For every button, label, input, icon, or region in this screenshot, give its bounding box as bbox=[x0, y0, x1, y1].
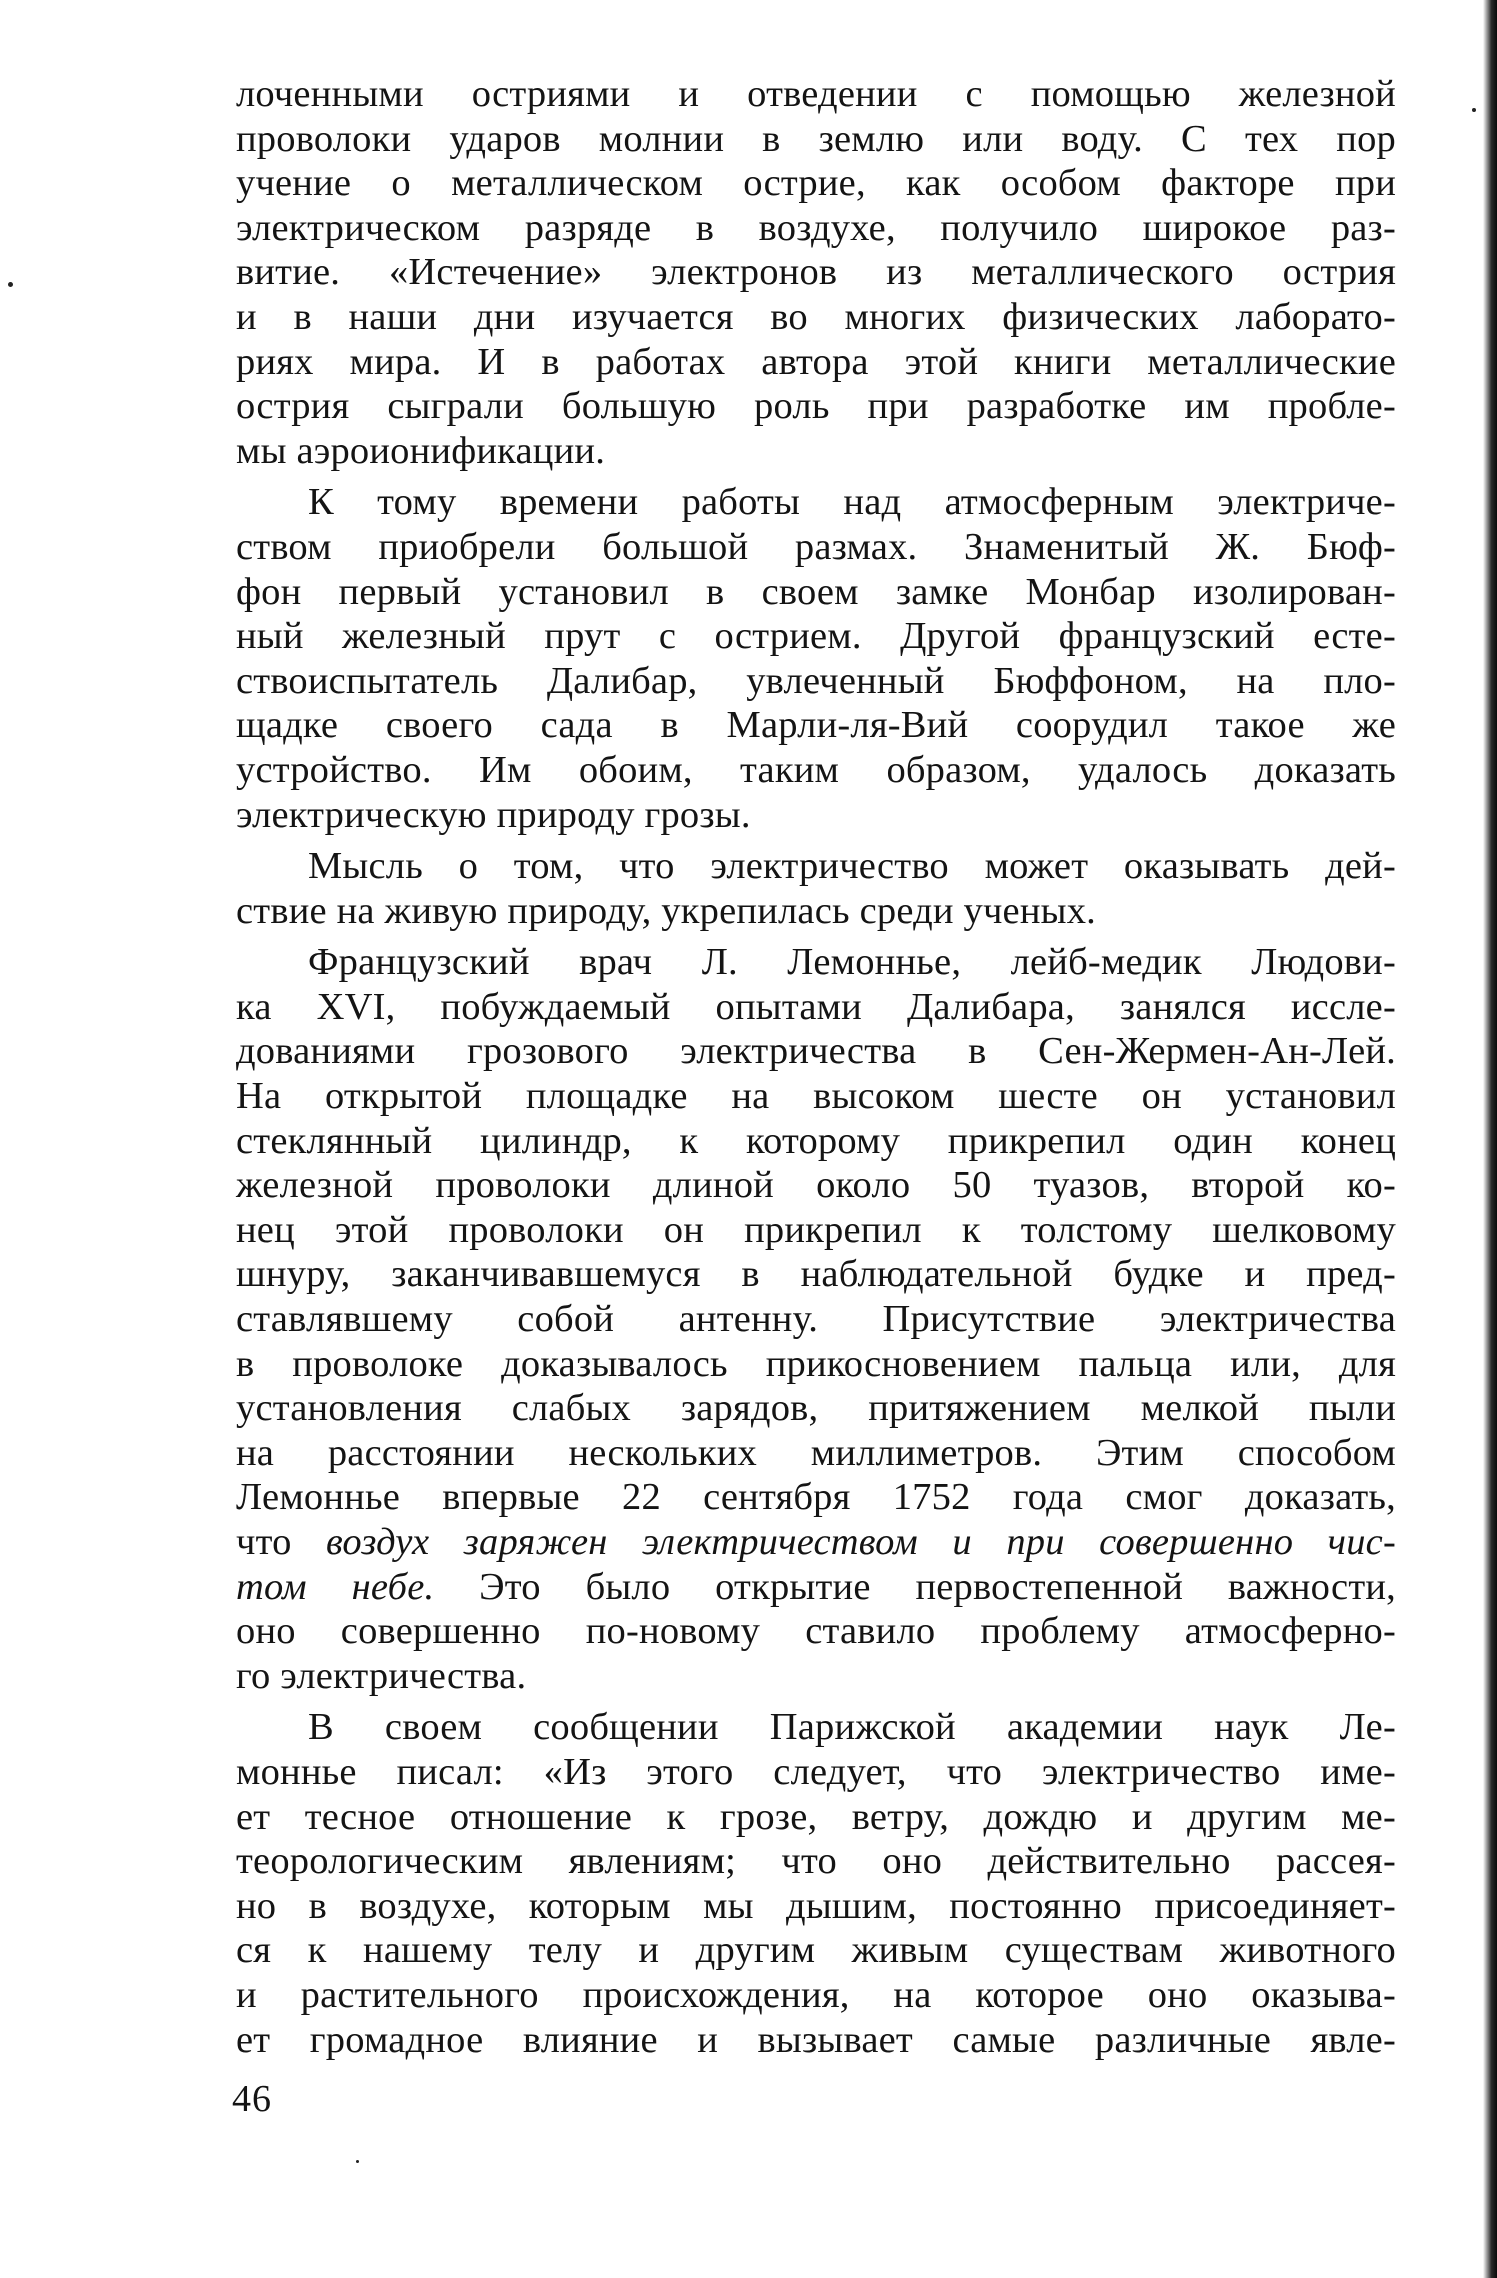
text-line: ся к нашему телу и другим живым существам животного bbox=[236, 1929, 1396, 1972]
text-line: электрическую природу грозы. bbox=[236, 793, 751, 836]
text-run: Это было открытие первостепенной важности, bbox=[434, 1565, 1396, 1608]
text-line: ка XVI, побуждаемый опытами Далибара, занялся иссле- bbox=[236, 985, 1396, 1028]
text-line: железной проволоки длиной около 50 туазов, второй ко- bbox=[236, 1164, 1396, 1207]
text-line: ствие на живую природу, укрепилась среди ученых. bbox=[236, 889, 1096, 932]
binding-edge bbox=[1483, 0, 1497, 2278]
text-line: оно совершенно по-новому ставило проблему атмосферно- bbox=[236, 1610, 1396, 1653]
text-line: В своем сообщении Парижской академии наук Ле- bbox=[308, 1706, 1396, 1749]
text-line: и растительного происхождения, на которое оно оказыва- bbox=[236, 1973, 1396, 2016]
text-line: щадке своего сада в Марли-ля-Вий соорудил такое же bbox=[236, 704, 1396, 747]
text-line: дованиями грозового электричества в Сен-Жермен-Ан-Лей. bbox=[236, 1030, 1396, 1073]
text-line: На открытой площадке на высоком шесте он установил bbox=[236, 1075, 1396, 1118]
text-line: ством приобрели большой размах. Знаменитый Ж. Бюф- bbox=[236, 525, 1396, 568]
text-line: электрическом разряде в воздухе, получило широкое раз- bbox=[236, 206, 1396, 249]
text-line: установления слабых зарядов, притяжением мелкой пыли bbox=[236, 1387, 1396, 1430]
text-line: риях мира. И в работах автора этой книги металлические bbox=[236, 340, 1396, 383]
text-line: Лемоннье впервые 22 сентября 1752 года смог доказать, bbox=[236, 1476, 1396, 1519]
italic-emphasis: том небе. bbox=[236, 1565, 435, 1608]
text-line-italic-mix bbox=[236, 1565, 1396, 1610]
text-line: К тому времени работы над атмосферным электриче- bbox=[308, 481, 1396, 524]
text-line: лоченными остриями и отведении с помощью железной bbox=[236, 73, 1396, 115]
text-line-italic-mix bbox=[236, 1520, 1396, 1565]
italic-emphasis: воздух заряжен электричеством и при совершенно чис- bbox=[326, 1521, 1396, 1563]
paragraph-1 bbox=[236, 72, 1396, 473]
text-line: фон первый установил в своем замке Монбар изолирован- bbox=[236, 570, 1396, 613]
text-line: устройство. Им обоим, таким образом, удалось доказать bbox=[236, 748, 1396, 791]
text-line: теорологическим явлениям; что оно действительно рассея- bbox=[236, 1840, 1396, 1883]
text-line: ставлявшему собой антенну. Присутствие электричества bbox=[236, 1298, 1396, 1341]
text-line: на расстоянии нескольких миллиметров. Этим способом bbox=[236, 1431, 1396, 1474]
text-line: ет тесное отношение к грозе, ветру, дождю и другим ме- bbox=[236, 1795, 1396, 1838]
text-line: нец этой проволоки он прикрепил к толстому шелковому bbox=[236, 1208, 1396, 1251]
text-line: шнуру, заканчивавшемуся в наблюдательной будке и пред- bbox=[236, 1253, 1396, 1296]
text-line: моннье писал: «Из этого следует, что электричество име- bbox=[236, 1750, 1396, 1793]
paragraph-5 bbox=[236, 1705, 1396, 2062]
text-line: и в наши дни изучается во многих физических лаборато- bbox=[236, 295, 1396, 338]
text-line: учение о металлическом острие, как особом факторе при bbox=[236, 162, 1396, 205]
text-line: го электричества. bbox=[236, 1654, 527, 1697]
print-speck bbox=[8, 282, 13, 287]
text-line: проволоки ударов молнии в землю или воду. С тех пор bbox=[236, 117, 1396, 160]
page-number: 46 bbox=[232, 2078, 272, 2120]
paragraph-4 bbox=[236, 940, 1396, 1698]
text-line: ствоиспытатель Далибар, увлеченный Бюффоном, на пло- bbox=[236, 659, 1396, 702]
body-text bbox=[236, 72, 1396, 2062]
text-line: ет громадное влияние и вызывает самые различные явле- bbox=[236, 2018, 1396, 2061]
text-line: витие. «Истечение» электронов из металлического острия bbox=[236, 251, 1396, 294]
text-line: стеклянный цилиндр, к которому прикрепил один конец bbox=[236, 1119, 1396, 1162]
text-line: ный железный прут с острием. Другой французский есте- bbox=[236, 615, 1396, 658]
print-speck bbox=[356, 2160, 359, 2163]
paragraph-3 bbox=[236, 844, 1396, 933]
text-line: но в воздухе, которым мы дышим, постоянно присоединяет- bbox=[236, 1884, 1396, 1927]
text-line: острия сыграли большую роль при разработке им пробле- bbox=[236, 385, 1396, 428]
text-line: мы аэроионификации. bbox=[236, 429, 606, 472]
paragraph-2 bbox=[236, 480, 1396, 837]
text-line: Французский врач Л. Лемоннье, лейб-медик Людови- bbox=[308, 941, 1396, 984]
print-speck bbox=[1472, 108, 1476, 112]
text-line: Мысль о том, что электричество может оказывать дей- bbox=[308, 845, 1396, 888]
text-run: что bbox=[236, 1521, 327, 1563]
text-line: в проволоке доказывалось прикосновением пальца или, для bbox=[236, 1342, 1396, 1385]
